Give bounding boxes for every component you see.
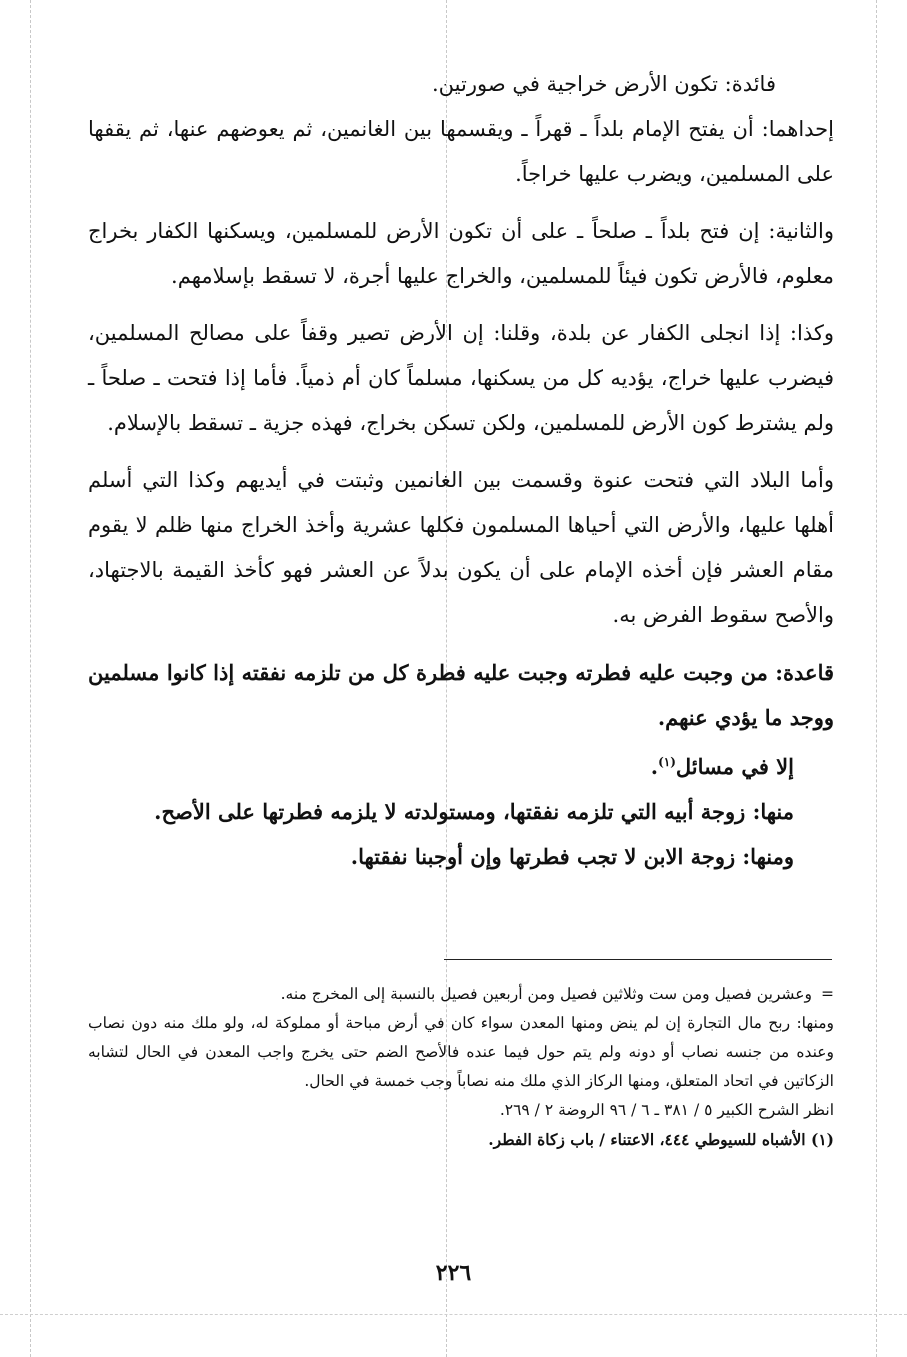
paragraph-masail: إلا في مسائل$^{(١)}$. xyxy=(650,754,794,779)
footnote-ref: (١) xyxy=(658,755,676,769)
paragraph-bilad: وأما البلاد التي فتحت عنوة وقسمت بين الغانمين وثبتت في أيديهم وكذا التي أسلم أهلها عليها، والأرض التي أحياها المسلمون فكلها عشرية وأخذ الخراج منها ظلم لا يقوم مقام العشر فإن أخذه الإمام على أن يكون بدلاً عن العشر فهو كأخذ القيمة بالاجتهاد، والأصح سقوط الفرض به. xyxy=(88,468,834,627)
paragraph-wa-minha: ومنها: زوجة الابن لا تجب فطرتها وإن أوجبنا نفقتها. xyxy=(350,844,794,869)
page-number: ٢٢٦ xyxy=(435,1260,472,1286)
paragraph-minha: منها: زوجة أبيه التي تلزمه نفقتها، ومستولدته لا يلزمه فطرتها على الأصح. xyxy=(154,799,794,824)
scan-guide-line xyxy=(876,0,877,1357)
scan-guide-line xyxy=(30,0,31,1357)
paragraph-ihdahuma: إحداهما: أن يفتح الإمام بلداً ـ قهراً ـ ويقسمها بين الغانمين، ثم يعوضهم عنها، ثم يقفها على المسلمين، ويضرب عليها خراجاً. xyxy=(88,117,834,186)
scan-guide-line xyxy=(0,1314,907,1315)
paragraph-kadha: وكذا: إذا انجلى الكفار عن بلدة، وقلنا: إن الأرض تصير وقفاً على مصالح المسلمين، فيضرب عليها خراج، يؤديه كل من يسكنها، مسلماً كان أم ذمياً. فأما إذا فتحت ـ صلحاً ـ ولم يشترط كون الأرض للمسلمين، ولكن تسكن بخراج، فهذه جزية ـ تسقط بالإسلام. xyxy=(88,321,834,435)
paragraph-thaniya: والثانية: إن فتح بلداً ـ صلحاً ـ على أن تكون الأرض للمسلمين، ويسكنها الكفار بخراج معلوم، فالأرض تكون فيئاً للمسلمين، والخراج عليها أجرة، لا تسقط بإسلامهم. xyxy=(88,219,834,288)
paragraph-qaida: قاعدة: من وجبت عليه فطرته وجبت عليه فطرة كل من تلزمه نفقته إذا كانوا مسلمين ووجد ما يؤدي عنهم. xyxy=(88,660,834,730)
footnote-continuation xyxy=(88,980,834,1009)
footnotes xyxy=(88,980,834,1154)
continuation-mark: = xyxy=(821,985,834,1003)
footnote-1: (١) الأشباه للسيوطي ٤٤٤، الاعتناء / باب زكاة الفطر. xyxy=(488,1130,834,1149)
continuation-text: وعشرين فصيل ومن ست وثلاثين فصيل ومن أربعين فصيل بالنسبة إلى المخرج منه. xyxy=(280,985,812,1003)
paragraph-faida: فائدة: تكون الأرض خراجية في صورتين. xyxy=(432,72,776,96)
footnote-minha: ومنها: ربح مال التجارة إن لم ينض ومنها المعدن سواء كان في أرض مباحة أو مملوكة له، ولو ملك منه دون نصاب وعنده من جنسه نصاب أو دونه ولم يتم حول فيما عنده فالأصح الضم حتى يخرج واجب المعدن في الحال لتشابه الزكاتين في اتحاد المتعلق، ومنها الركاز الذي ملك منه نصاباً وجب خمسة في الحال. xyxy=(88,1014,834,1090)
footnote-separator xyxy=(444,959,832,960)
main-text xyxy=(88,62,834,879)
footnote-reference: انظر الشرح الكبير ٥ / ٣٨١ ـ ٦ / ٩٦ الروضة ٢ / ٢٦٩. xyxy=(499,1101,834,1119)
masail-text: إلا في مسائل xyxy=(675,754,794,779)
